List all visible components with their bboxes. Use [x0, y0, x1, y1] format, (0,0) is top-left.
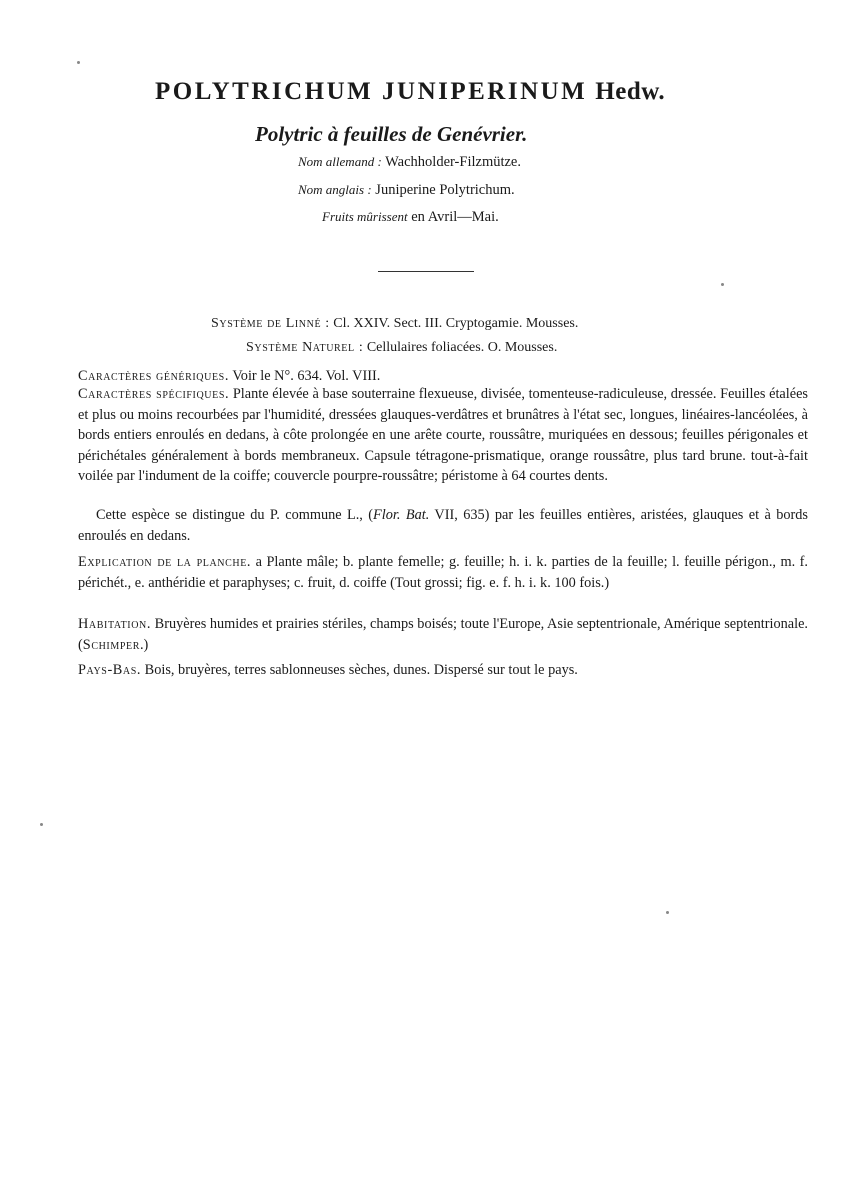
fruit-value: en Avril—Mai.: [411, 209, 499, 225]
paper-speck: [721, 283, 724, 286]
fruit-line: [322, 209, 499, 226]
species-name: POLYTRICHUM JUNIPERINUM: [155, 78, 588, 105]
habitation-source: Schimper: [82, 636, 140, 653]
habitat-paragraph: [78, 614, 808, 655]
generic-text: Voir le N°. 634. Vol. VIII.: [232, 368, 381, 384]
distinction-text-after: VII, 635) par les feuilles entières, aristées, glauques et à bords enroulés en dedans.: [78, 507, 808, 544]
english-name-value: Juniperine Polytrichum.: [375, 182, 515, 198]
paysbas-text: Bois, bruyères, terres sablonneuses sèches, dunes. Dispersé sur tout le pays.: [144, 662, 578, 678]
natural-system-line: [246, 340, 557, 356]
generic-label: Caractères génériques.: [78, 368, 229, 384]
german-name-line: [298, 154, 521, 171]
distinction-paragraph: [78, 505, 808, 546]
specific-characters: [78, 384, 808, 487]
natural-value: Cellulaires foliacées. O. Mousses.: [366, 340, 558, 355]
plate-explanation: [78, 552, 808, 593]
fruit-label: Fruits mûrissent: [322, 209, 408, 224]
species-title: [155, 78, 715, 106]
paysbas-label: Pays-Bas.: [78, 662, 142, 678]
german-name-label: Nom allemand :: [298, 154, 382, 169]
paper-speck: [666, 911, 669, 914]
linne-label: Système de Linné :: [211, 316, 330, 331]
linne-value: Cl. XXIV. Sect. III. Cryptogamie. Mousses.: [333, 316, 579, 331]
species-author: Hedw.: [595, 78, 666, 105]
linne-system-line: [211, 316, 578, 332]
habitation-text-end: .): [139, 636, 149, 653]
english-name-label: Nom anglais :: [298, 182, 372, 197]
german-name-value: Wachholder-Filzmütze.: [385, 154, 521, 170]
french-name: Polytric à feuilles de Genévrier.: [255, 122, 528, 146]
english-name-line: [298, 182, 515, 199]
specific-text: Plante élevée à base souterraine flexueuse, divisée, tomenteuse-radiculeuse, dressée. Feuilles étalées et plus ou moins recourbées par l'humidité, dressées glauques-verdâtres et brunâtres à l'état sec, longues, linéaires-lancéolées, à bords entiers enroulés en dedans, à côte prolongée en une arête courte, roussâtre, muriquées en dessous; feuilles périgonales et périchétales généralement à bords membraneux. Capsule tétragone-prismatique, orange roussâtre, plus tard brune. tout-à-fait voilée par l'indument de la coiffe; couvercle pourpre-roussâtre; péristome à 64 courtes dents.: [78, 386, 808, 484]
explication-label: Explication de la planche.: [78, 554, 252, 570]
distinction-reference: Flor. Bat.: [373, 507, 430, 523]
habitation-text: Bruyères humides et prairies stériles, champs boisés; toute l'Europe, Asie septentrionale, Amérique septentrionale. (: [78, 616, 808, 653]
distinction-text-before: Cette espèce se distingue du P. commune L., (: [96, 507, 374, 523]
paper-speck: [77, 61, 80, 64]
explication-text: a Plante mâle; b. plante femelle; g. feuille; h. i. k. parties de la feuille; l. feuille périgon., m. f. périchét., e. anthéridie et paraphyses; c. fruit, d. coiffe (Tout grossi; fig. e. f. h. i. k. 100 fois.): [78, 554, 809, 591]
paper-speck: [40, 823, 43, 826]
divider-rule: [378, 271, 474, 272]
netherlands-paragraph: [78, 660, 808, 681]
specific-label: Caractères spécifiques.: [78, 386, 230, 402]
natural-label: Système Naturel :: [246, 340, 364, 355]
habitation-label: Habitation.: [78, 616, 152, 632]
